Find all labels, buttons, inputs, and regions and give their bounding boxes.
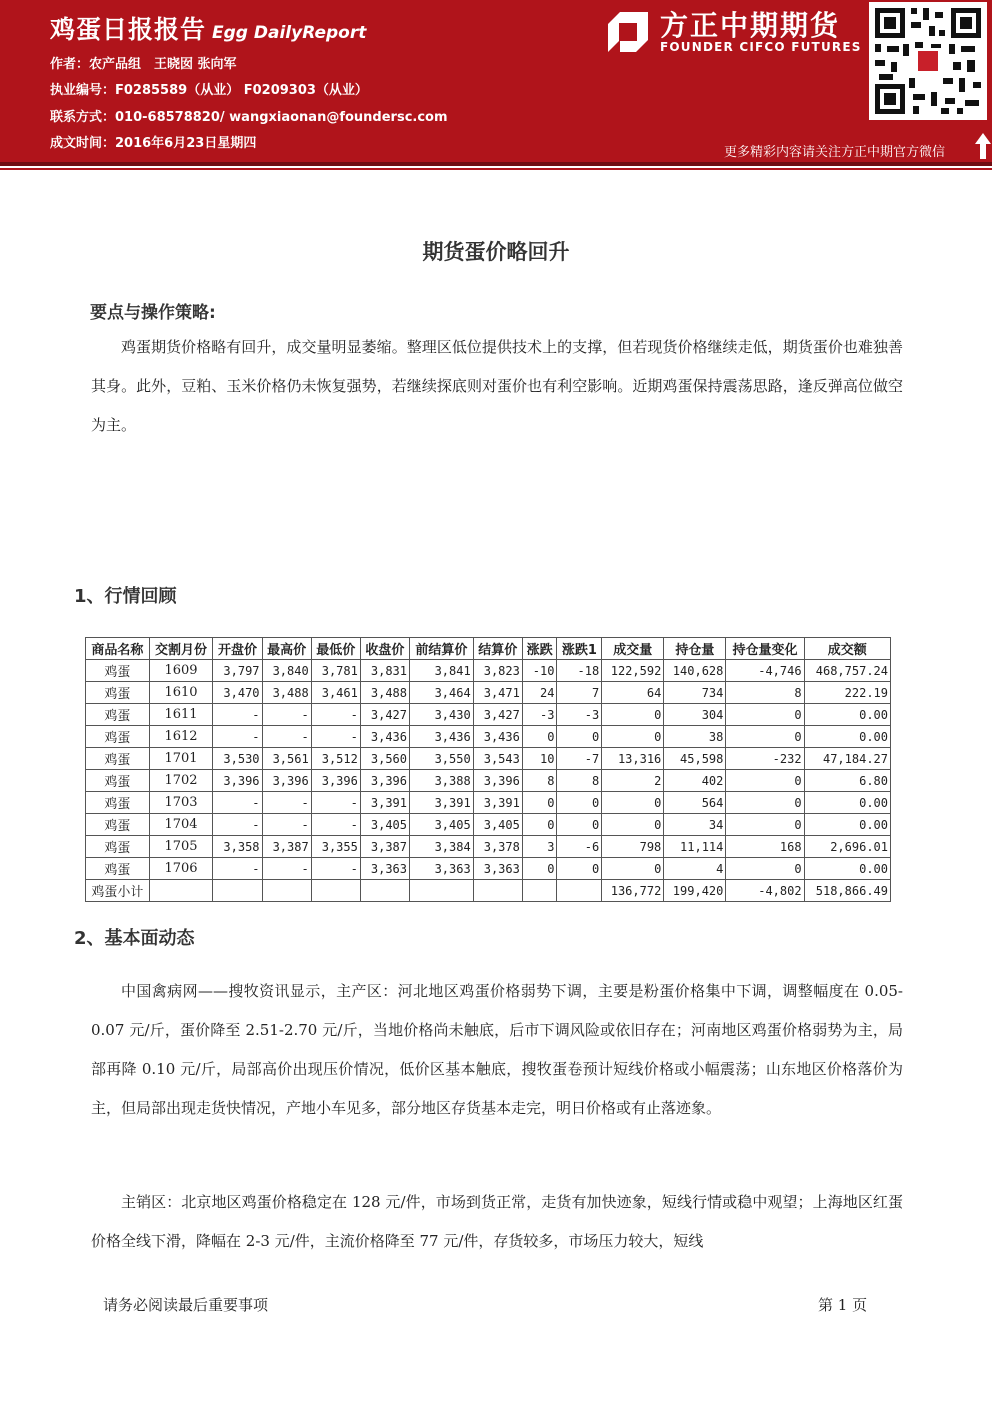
table-cell: 0 (522, 726, 557, 748)
report-title-cn: 鸡蛋日报报告 (50, 15, 207, 44)
report-title-en: Egg DailyReport (212, 23, 367, 43)
table-row (86, 748, 891, 770)
company-name-en: FOUNDER CIFCO FUTURES (660, 40, 862, 54)
table-header-cell: 成交额 (804, 638, 890, 660)
table-cell: 鸡蛋 (86, 682, 150, 704)
table-header-cell: 开盘价 (213, 638, 262, 660)
table-cell: 3,405 (473, 814, 522, 836)
table-cell: 3,464 (410, 682, 474, 704)
table-cell: 3,430 (410, 704, 474, 726)
table-cell: 0 (522, 792, 557, 814)
table-header-cell: 商品名称 (86, 638, 150, 660)
table-cell: 3,560 (360, 748, 409, 770)
arrow-up-icon (974, 132, 992, 160)
table-cell: 3,387 (360, 836, 409, 858)
table-cell: 3,396 (262, 770, 311, 792)
table-cell: 402 (664, 770, 726, 792)
table-cell: - (262, 792, 311, 814)
table-cell: 3,378 (473, 836, 522, 858)
table-cell: - (213, 726, 262, 748)
table-cell: 3,797 (213, 660, 262, 682)
table-cell: 734 (664, 682, 726, 704)
table-cell: 鸡蛋 (86, 858, 150, 880)
table-cell: -4,746 (726, 660, 804, 682)
table-row (86, 682, 891, 704)
table-cell: -3 (522, 704, 557, 726)
table-cell (557, 880, 602, 902)
page-number: 第 1 页 (818, 1296, 868, 1314)
table-cell: 0 (557, 814, 602, 836)
table-cell: 1703 (149, 792, 213, 814)
section-heading-fundamentals: 2、基本面动态 (74, 928, 195, 949)
table-cell: 0 (726, 858, 804, 880)
table-cell: 鸡蛋 (86, 726, 150, 748)
table-cell: 3,781 (311, 660, 360, 682)
qr-code-icon[interactable] (869, 2, 987, 120)
table-cell: 3,436 (473, 726, 522, 748)
founder-logo-icon (606, 10, 650, 54)
table-cell: 0.00 (804, 726, 890, 748)
table-cell: 0 (602, 858, 664, 880)
table-cell: 10 (522, 748, 557, 770)
footer-notice: 请务必阅读最后重要事项 (103, 1296, 269, 1314)
table-cell: 0 (726, 726, 804, 748)
table-cell: 1706 (149, 858, 213, 880)
table-cell: 3,488 (262, 682, 311, 704)
table-cell: 0 (726, 792, 804, 814)
table-cell: -232 (726, 748, 804, 770)
table-cell: - (311, 792, 360, 814)
report-title (50, 10, 366, 46)
table-cell: 47,184.27 (804, 748, 890, 770)
table-header-cell: 持仓量 (664, 638, 726, 660)
table-cell: 1704 (149, 814, 213, 836)
date-line: 成文时间：2016年6月23日星期四 (50, 136, 257, 151)
table-cell: 468,757.24 (804, 660, 890, 682)
table-cell: 0 (602, 704, 664, 726)
table-header-cell: 持仓量变化 (726, 638, 804, 660)
table-cell: 34 (664, 814, 726, 836)
table-cell (473, 880, 522, 902)
table-cell: 0.00 (804, 704, 890, 726)
table-cell (149, 880, 213, 902)
table-cell: 3,358 (213, 836, 262, 858)
author-line: 作者：农产品组 王晓囡 张向军 (50, 57, 237, 72)
table-cell: 3,363 (360, 858, 409, 880)
table-cell: 3,471 (473, 682, 522, 704)
table-row (86, 704, 891, 726)
fundamentals-paragraph-2 (91, 1183, 903, 1261)
section-heading-market-review: 1、行情回顾 (74, 586, 177, 607)
header-divider (0, 162, 992, 166)
table-cell: 0 (522, 858, 557, 880)
table-cell: 3,396 (311, 770, 360, 792)
table-cell: 0.00 (804, 858, 890, 880)
table-cell: 3,436 (360, 726, 409, 748)
table-cell: 鸡蛋 (86, 770, 150, 792)
table-row (86, 814, 891, 836)
table-cell: 564 (664, 792, 726, 814)
quotes-table (85, 637, 891, 902)
table-body (86, 660, 891, 902)
table-cell: 3,530 (213, 748, 262, 770)
table-header-cell: 交割月份 (149, 638, 213, 660)
table-cell: 3,405 (410, 814, 474, 836)
table-cell: 0 (726, 704, 804, 726)
table-cell: 3,470 (213, 682, 262, 704)
table-cell: 3,840 (262, 660, 311, 682)
table-cell: 3,436 (410, 726, 474, 748)
table-cell: -18 (557, 660, 602, 682)
table-row (86, 726, 891, 748)
table-cell: 2,696.01 (804, 836, 890, 858)
table-cell: 3,488 (360, 682, 409, 704)
table-cell: 3,396 (213, 770, 262, 792)
table-cell: 3,512 (311, 748, 360, 770)
header-divider-thin (0, 168, 992, 170)
table-cell: 0.00 (804, 814, 890, 836)
table-cell: 3,543 (473, 748, 522, 770)
table-header-cell: 成交量 (602, 638, 664, 660)
table-cell: 鸡蛋 (86, 792, 150, 814)
table-cell: 3,363 (410, 858, 474, 880)
company-name-cn: 方正中期期货 (660, 9, 841, 42)
table-cell: 3,388 (410, 770, 474, 792)
table-cell: 2 (602, 770, 664, 792)
table-cell: 3,396 (360, 770, 409, 792)
table-cell: 3,391 (410, 792, 474, 814)
table-cell (522, 880, 557, 902)
table-cell: 0 (602, 792, 664, 814)
table-cell: - (213, 814, 262, 836)
table-cell: 3,561 (262, 748, 311, 770)
table-cell: 168 (726, 836, 804, 858)
fundamentals-text-2: 主销区：北京地区鸡蛋价格稳定在 128 元/件，市场到货正常，走货有加快迹象，短线行情或稳中观望；上海地区红蛋价格全线下滑，降幅在 2-3 元/件，主流价格降至 77 元/件，存货较多，市场压力较大，短线 (91, 1193, 903, 1250)
table-cell: 4 (664, 858, 726, 880)
table-cell (311, 880, 360, 902)
table-cell: 38 (664, 726, 726, 748)
table-cell (262, 880, 311, 902)
table-cell: 1610 (149, 682, 213, 704)
table-header-cell: 涨跌1 (557, 638, 602, 660)
license-line: 执业编号：F0285589（从业） F0209303（从业） (50, 83, 368, 98)
table-cell: 鸡蛋 (86, 748, 150, 770)
table-cell: -10 (522, 660, 557, 682)
table-cell: 0 (602, 726, 664, 748)
table-header-cell: 结算价 (473, 638, 522, 660)
table-cell: 3,355 (311, 836, 360, 858)
table-cell: 24 (522, 682, 557, 704)
table-cell: 8 (522, 770, 557, 792)
table-cell: 8 (557, 770, 602, 792)
table-cell: 3 (522, 836, 557, 858)
table-row (86, 858, 891, 880)
table-cell: 0 (522, 814, 557, 836)
table-cell: 8 (726, 682, 804, 704)
table-cell: 140,628 (664, 660, 726, 682)
table-cell: - (311, 814, 360, 836)
table-cell: 304 (664, 704, 726, 726)
table-cell: 3,550 (410, 748, 474, 770)
table-cell (213, 880, 262, 902)
table-cell: 0 (557, 792, 602, 814)
table-cell: - (262, 704, 311, 726)
table-cell: 1612 (149, 726, 213, 748)
table-cell: 0 (726, 814, 804, 836)
table-header-cell: 最高价 (262, 638, 311, 660)
table-row (86, 836, 891, 858)
table-cell: 3,391 (360, 792, 409, 814)
table-cell: - (213, 792, 262, 814)
table-cell: - (262, 726, 311, 748)
table-cell: 鸡蛋 (86, 704, 150, 726)
table-cell: 3,405 (360, 814, 409, 836)
summary-text: 鸡蛋期货价格略有回升，成交量明显萎缩。整理区低位提供技术上的支撑，但若现货价格继续走低，期货蛋价也难独善其身。此外，豆粕、玉米价格仍未恢复强势，若继续探底则对蛋价也有利空影响。近期鸡蛋保持震荡思路，逢反弹高位做空为主。 (91, 338, 903, 434)
table-row (86, 792, 891, 814)
table-cell (410, 880, 474, 902)
table-cell: 3,461 (311, 682, 360, 704)
table-cell: 3,841 (410, 660, 474, 682)
table-cell: 3,427 (360, 704, 409, 726)
table-row (86, 770, 891, 792)
fundamentals-paragraph-1 (91, 972, 903, 1128)
table-cell: -4,802 (726, 880, 804, 902)
table-cell: 7 (557, 682, 602, 704)
table-cell: 3,387 (262, 836, 311, 858)
table-cell: 1611 (149, 704, 213, 726)
table-cell: 鸡蛋小计 (86, 880, 150, 902)
table-cell: 鸡蛋 (86, 660, 150, 682)
table-subtotal-row (86, 880, 891, 902)
table-cell: 0 (557, 858, 602, 880)
table-cell: - (311, 858, 360, 880)
table-cell: 798 (602, 836, 664, 858)
table-cell: 122,592 (602, 660, 664, 682)
table-cell: 64 (602, 682, 664, 704)
table-header-cell: 涨跌 (522, 638, 557, 660)
contact-line: 联系方式：010-68578820/ wangxiaonan@foundersc.com (50, 110, 448, 125)
table-cell: 45,598 (664, 748, 726, 770)
table-cell: 518,866.49 (804, 880, 890, 902)
fundamentals-text-1: 中国禽病网——搜牧资讯显示，主产区：河北地区鸡蛋价格弱势下调，主要是粉蛋价格集中下调，调整幅度在 0.05-0.07 元/斤，蛋价降至 2.51-2.70 元/斤，当地价格尚未触底，后市下调风险或依旧存在；河南地区鸡蛋价格弱势为主，局部再降 0.10 元/斤，局部高价出现压价情况，低价区基本触底，搜牧蛋卷预计短线价格或小幅震荡；山东地区价格落价为主，但局部出现走货快情况，产地小车见多，部分地区存货基本走完，明日价格或有止落迹象。 (91, 982, 903, 1117)
table-cell: 1701 (149, 748, 213, 770)
table-cell: 鸡蛋 (86, 836, 150, 858)
summary-heading: 要点与操作策略: (90, 303, 216, 323)
table-cell: 13,316 (602, 748, 664, 770)
table-cell: 136,772 (602, 880, 664, 902)
table-cell: 11,114 (664, 836, 726, 858)
table-row (86, 660, 891, 682)
table-cell: - (262, 814, 311, 836)
table-cell: - (213, 858, 262, 880)
follow-notice: 更多精彩内容请关注方正中期官方微信 (724, 145, 946, 160)
table-cell: -7 (557, 748, 602, 770)
table-header-cell: 最低价 (311, 638, 360, 660)
table-cell: 222.19 (804, 682, 890, 704)
table-cell: 3,823 (473, 660, 522, 682)
table-cell (360, 880, 409, 902)
table-cell: 199,420 (664, 880, 726, 902)
table-cell: 3,427 (473, 704, 522, 726)
table-cell: 0 (557, 726, 602, 748)
document-title: 期货蛋价略回升 (422, 240, 570, 264)
table-cell: -6 (557, 836, 602, 858)
table-cell: 1609 (149, 660, 213, 682)
table-cell: 0.00 (804, 792, 890, 814)
table-cell: 0 (726, 770, 804, 792)
table-cell: 3,391 (473, 792, 522, 814)
table-cell: - (213, 704, 262, 726)
table-cell: 6.80 (804, 770, 890, 792)
summary-paragraph (91, 328, 903, 445)
table-cell: - (311, 726, 360, 748)
table-cell: 鸡蛋 (86, 814, 150, 836)
table-cell: 3,363 (473, 858, 522, 880)
table-header-cell: 前结算价 (410, 638, 474, 660)
table-header-cell: 收盘价 (360, 638, 409, 660)
table-cell: - (311, 704, 360, 726)
table-cell: 3,396 (473, 770, 522, 792)
table-cell: 1702 (149, 770, 213, 792)
table-cell: - (262, 858, 311, 880)
table-cell: 0 (602, 814, 664, 836)
table-header-row (86, 638, 891, 660)
table-cell: -3 (557, 704, 602, 726)
table-cell: 1705 (149, 836, 213, 858)
table-cell: 3,384 (410, 836, 474, 858)
table-cell: 3,831 (360, 660, 409, 682)
